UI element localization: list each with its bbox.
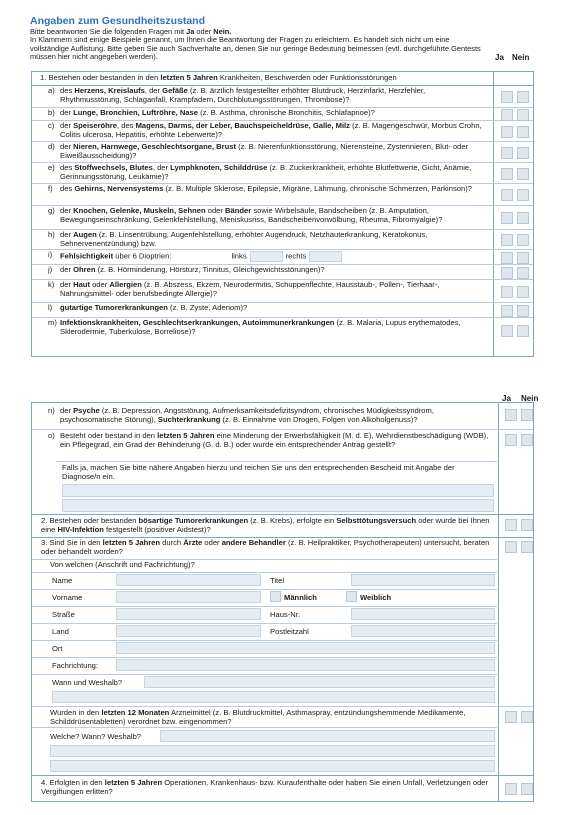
checkbox-nein[interactable] — [517, 168, 529, 180]
question-1-item — [32, 142, 533, 163]
checkbox-maennlich[interactable] — [270, 591, 281, 602]
checkbox-ja-q2[interactable] — [505, 519, 517, 531]
checkbox-nein[interactable] — [517, 109, 529, 121]
checkbox-ja[interactable] — [501, 305, 513, 317]
question-n-text: der Psyche (z. B. Depression, Angststörung, Aufmerksamkeitsdefizitsyndrom, chronisches Müdigkeitssyndrom, psychosomatische Störung), Suchterkrankung (z. B. Einnahme von Drogen, Folgen von Alkoholgenuss)? — [60, 406, 434, 424]
question-letter: k) — [48, 280, 55, 289]
question-text: der Haut oder Allergien (z. B. Abszess, Ekzem, Neurodermitis, Schuppenflechte, Hausstaub-, Pollen-, Tierhaar-, Nahrungsmittel- oder berufsbedingte Allergie)? — [60, 280, 440, 298]
question-1-item — [32, 303, 533, 318]
question-letter: b) — [48, 108, 55, 117]
question-letter: j) — [48, 265, 53, 274]
checkbox-ja-n[interactable] — [505, 409, 517, 421]
label-plz: Postleitzahl — [270, 627, 309, 636]
checkbox-nein[interactable] — [517, 147, 529, 159]
column-header-nein: Nein — [512, 53, 530, 62]
question-1-item — [32, 230, 533, 250]
label-rechts: rechts — [285, 251, 307, 261]
question-text: der Augen (z. B. Linsentrübung, Augenfehlstellung, erhöhter Augendruck, Netzhauterkrankung, Keratokonus, Sehnervenentzündung) bzw. — [60, 230, 428, 248]
label-links: links — [231, 251, 247, 261]
checkbox-nein-q3b[interactable] — [521, 711, 533, 723]
land-input[interactable] — [116, 625, 261, 637]
checkbox-nein[interactable] — [517, 305, 529, 317]
page-title: Angaben zum Gesundheitszustand — [30, 15, 206, 27]
checkbox-nein[interactable] — [517, 91, 529, 103]
checkbox-nein[interactable] — [517, 325, 529, 337]
label-name: Name — [52, 576, 73, 585]
question-1-item — [32, 163, 533, 184]
question-text: des Stoffwechsels, Blutes, der Lymphknoten, Schilddrüse (z. B. Zuckerkrankheit, erhöhte Blutfettwerte, Gicht, Anämie, Gerinnungsstörung, Leukämie)? — [60, 163, 472, 181]
checkbox-ja-o[interactable] — [505, 434, 517, 446]
question-text: der Knochen, Gelenke, Muskeln, Sehnen oder Bänder sowie Wirbelsäule, Bandscheiben (z. B. Amputation, Bewegungseinschränkung, Gelenkfehlstellung, Meniskusriss, Bandscheibenvorwölbung, Rheuma, Fibromyalgie)? — [60, 206, 443, 224]
label-weiblich: Weiblich — [360, 593, 392, 602]
label-fachrichtung: Fachrichtung: — [52, 661, 99, 670]
checkbox-nein-q3[interactable] — [521, 541, 533, 553]
label-vorname: Vorname — [52, 593, 83, 602]
o-detail-input-2[interactable] — [62, 499, 494, 512]
checkbox-ja[interactable] — [501, 325, 513, 337]
checkbox-nein-n[interactable] — [521, 409, 533, 421]
q3-von-welchen: Von welchen (Anschrift und Fachrichtung)? — [50, 560, 195, 569]
question-1-item — [32, 265, 533, 280]
checkbox-nein[interactable] — [517, 234, 529, 246]
checkbox-nein-q4[interactable] — [521, 783, 533, 795]
welche-input-2[interactable] — [50, 745, 495, 757]
checkbox-ja[interactable] — [501, 147, 513, 159]
vorname-input[interactable] — [116, 591, 261, 603]
label-maennlich: Männlich — [284, 593, 317, 602]
question-letter-n: n) — [48, 406, 55, 415]
question-text: der Speiseröhre, des Magens, Darms, der Leber, Bauchspeicheldrüse, Galle, Milz (z. B. Magengeschwür, Morbus Crohn, Colitis ulcerosa, Hepatitis, erhöhte Leberwerte)? — [60, 121, 482, 139]
question-o-detail: Falls ja, machen Sie bitte nähere Angaben hierzu und reichen Sie uns den entsprechenden Bescheid mit Angabe der Diagnose/n ein. — [62, 463, 455, 481]
question-text: des Herzens, Kreislaufs, der Gefäße (z. B. ärztlich festgestellter erhöhter Blutdruck, Herzinfarkt, Herzfehler, Rhythmusstörung, Schlaganfall, Krampfadern, Durchblutungsstörungen, Thrombose)? — [60, 86, 426, 104]
column-header-ja: Ja — [495, 53, 504, 62]
question-1-item — [32, 184, 533, 206]
column-header-nein-2: Nein — [521, 394, 539, 403]
wann-weshalb-input-2[interactable] — [52, 691, 495, 703]
question-text: Infektionskrankheiten, Geschlechtserkrankungen, Autoimmunerkrankungen (z. B. Malaria, Lupus erythematodes, Sklerodermie, Tuberkulose, Borreliose)? — [60, 318, 461, 336]
checkbox-ja[interactable] — [501, 91, 513, 103]
checkbox-ja[interactable] — [501, 212, 513, 224]
checkbox-ja-q3[interactable] — [505, 541, 517, 553]
checkbox-ja-q3b[interactable] — [505, 711, 517, 723]
health-questions-section-1 — [31, 71, 534, 357]
welche-input-3[interactable] — [50, 760, 495, 772]
question-text: Fehlsichtigkeit über 6 Dioptrien: links rechts — [60, 251, 488, 262]
question-letter: g) — [48, 206, 55, 215]
checkbox-nein[interactable] — [517, 286, 529, 298]
question-3b-text: Wurden in den letzten 12 Monaten Arzneimittel (z. B. Blutdruckmittel, Asthmaspray, entzündungshemmende Medikamente, Schilddrüsentabletten) verordnet bzw. eingenommen? — [50, 708, 466, 726]
question-o-text: Besteht oder bestand in den letzten 5 Jahren eine Minderung der Erwerbsfähigkeit (M. d. E), Wehrdienstbeschädigung (WDB), ein Pflegegrad, ein Grad der Behinderung (G. d. B.) oder wurde ein entsprechender Antrag gestellt? — [60, 431, 489, 449]
plz-input[interactable] — [351, 625, 495, 637]
question-text: des Gehirns, Nervensystems (z. B. Multiple Sklerose, Epilepsie, Migräne, Lähmung, chronische Schmerzen, Parkinson)? — [60, 184, 472, 193]
question-1-item — [32, 250, 533, 265]
strasse-input[interactable] — [116, 608, 261, 620]
label-land: Land — [52, 627, 69, 636]
question-3-text: 3. Sind Sie in den letzten 5 Jahren durch Ärzte oder andere Behandler (z. B. Heilpraktiker, Psychotherapeuten) untersucht, beraten oder behandelt worden? — [41, 538, 490, 556]
question-letter: m) — [48, 318, 57, 327]
label-hausnr: Haus-Nr. — [270, 610, 300, 619]
welche-input-1[interactable] — [160, 730, 495, 742]
question-letter: l) — [48, 303, 53, 312]
intro-text: Bitte beantworten Sie die folgenden Fragen mit Ja oder Nein. In Klammern sind einige Beispiele genannt, um Ihnen die Beantwortung der Fragen zu erleichtern. Es handelt sich nicht um eine vollständige Auflistung. Bitte geben Sie auch Sachverhalte an, denen Sie nur geringe Bedeutung beimessen (evtl. durchgeführte Gentests müssen hier nicht angegeben werden). — [30, 27, 481, 61]
wann-weshalb-input[interactable] — [144, 676, 495, 688]
name-input[interactable] — [116, 574, 261, 586]
question-1-item — [32, 86, 533, 108]
label-titel: Titel — [270, 576, 285, 585]
question-letter: h) — [48, 230, 55, 239]
label-welche: Welche? Wann? Weshalb? — [50, 732, 142, 741]
question-1-item — [32, 121, 533, 142]
checkbox-ja[interactable] — [501, 109, 513, 121]
question-letter: e) — [48, 163, 55, 172]
label-wann-weshalb: Wann und Weshalb? — [52, 678, 123, 687]
question-4-text: 4. Erfolgten in den letzten 5 Jahren Operationen, Krankenhaus- bzw. Kuraufenthalte oder haben Sie einen Unfall, Verletzungen oder Vergiftungen erlitten? — [41, 778, 489, 796]
question-text: der Nieren, Harnwege, Geschlechtsorgane, Brust (z. B. Nierenfunktionsstörung, Nierensteine, Zystennieren, Blut- oder Eiweißausscheidung)? — [60, 142, 469, 160]
checkbox-nein[interactable] — [517, 252, 529, 264]
question-2-text: 2. Bestehen oder bestanden bösartige Tumorerkrankungen (z. B. Krebs), erfolgte ein Selbsttötungsversuch oder wurde bei Ihnen eine HIV-Infektion festgestellt (positiver Aidstest)? — [41, 516, 490, 534]
checkbox-ja[interactable] — [501, 234, 513, 246]
checkbox-ja[interactable] — [501, 286, 513, 298]
checkbox-ja-q4[interactable] — [505, 783, 517, 795]
checkbox-ja[interactable] — [501, 168, 513, 180]
question-letter: c) — [48, 121, 55, 130]
input-rechts[interactable] — [309, 251, 342, 262]
hausnr-input[interactable] — [351, 608, 495, 620]
question-letter-o: o) — [48, 431, 55, 440]
ort-input[interactable] — [116, 642, 495, 654]
checkbox-nein[interactable] — [517, 189, 529, 201]
o-detail-input-1[interactable] — [62, 484, 494, 497]
checkbox-ja[interactable] — [501, 189, 513, 201]
checkbox-ja[interactable] — [501, 252, 513, 264]
checkbox-nein[interactable] — [517, 212, 529, 224]
question-letter: i) — [48, 250, 53, 259]
label-strasse: Straße — [52, 610, 75, 619]
question-1-item — [32, 108, 533, 121]
label-ort: Ort — [52, 644, 63, 653]
question-1-item — [32, 280, 533, 303]
health-questions-section-2 — [31, 402, 534, 802]
question-1-heading: 1. Bestehen oder bestanden in den letzten 5 Jahren Krankheiten, Beschwerden oder Funktionsstörungen — [32, 72, 533, 86]
checkbox-nein[interactable] — [517, 126, 529, 138]
checkbox-weiblich[interactable] — [346, 591, 357, 602]
input-links[interactable] — [250, 251, 283, 262]
checkbox-nein-q2[interactable] — [521, 519, 533, 531]
question-letter: d) — [48, 142, 55, 151]
checkbox-ja[interactable] — [501, 267, 513, 279]
question-letter: a) — [48, 86, 55, 95]
fachrichtung-input[interactable] — [116, 659, 495, 671]
titel-input[interactable] — [351, 574, 495, 586]
checkbox-nein-o[interactable] — [521, 434, 533, 446]
checkbox-ja[interactable] — [501, 126, 513, 138]
question-1-item — [32, 318, 533, 343]
column-header-ja-2: Ja — [502, 394, 511, 403]
question-text: der Ohren (z. B. Hörminderung, Hörsturz, Tinnitus, Gleichgewichtsstörungen)? — [60, 265, 325, 274]
question-text: gutartige Tumorerkrankungen (z. B. Zyste, Adenom)? — [60, 303, 248, 312]
question-text: der Lunge, Bronchien, Luftröhre, Nase (z. B. Asthma, chronische Bronchitis, Schlafapnoe)? — [60, 108, 375, 117]
question-letter: f) — [48, 184, 53, 193]
question-1-item — [32, 206, 533, 230]
checkbox-nein[interactable] — [517, 267, 529, 279]
